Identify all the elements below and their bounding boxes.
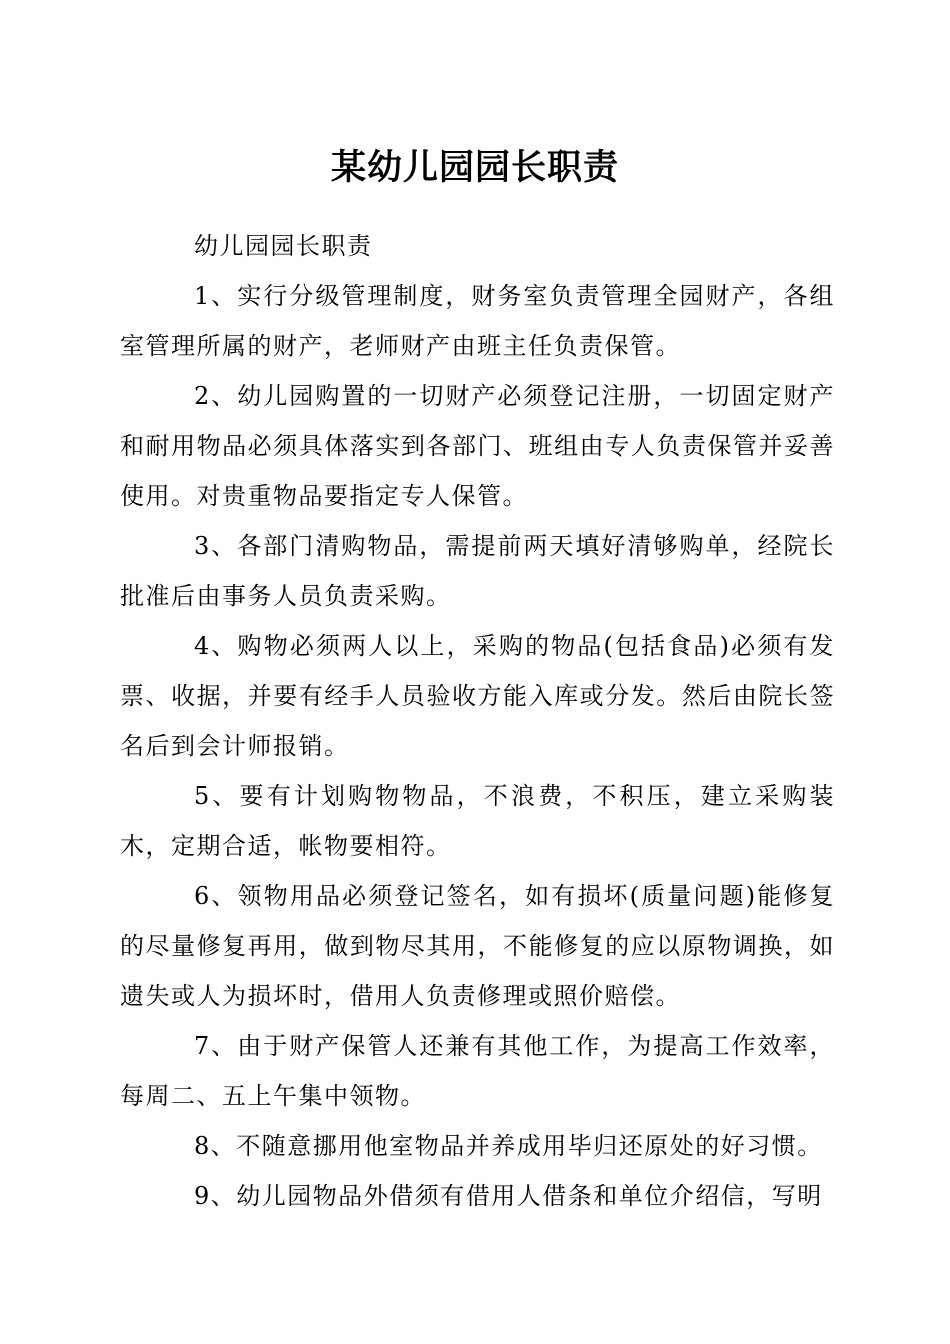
paragraph-2: 2、幼儿园购置的一切财产必须登记注册，一切固定财产和耐用物品必须具体落实到各部门、班组由专人负责保管并妥善使用。对贵重物品要指定专人保管。 — [120, 382, 835, 510]
paragraph-1: 1、实行分级管理制度，财务室负责管理全园财产，各组室管理所属的财产，老师财产由班主任负责保管。 — [120, 282, 835, 360]
document-body — [120, 221, 835, 1221]
paragraph-3: 3、各部门清购物品，需提前两天填好清够购单，经院长批准后由事务人员负责采购。 — [120, 532, 835, 610]
paragraph-8: 8、不随意挪用他室物品并养成用毕归还原处的好习惯。 — [194, 1132, 823, 1160]
paragraph-5: 5、要有计划购物物品，不浪费，不积压，建立采购装木，定期合适，帐物要相符。 — [120, 782, 835, 860]
document-subtitle: 幼儿园园长职责 — [194, 232, 373, 260]
paragraph-7: 7、由于财产保管人还兼有其他工作，为提高工作效率，每周二、五上午集中领物。 — [120, 1032, 835, 1110]
paragraph-9: 9、幼儿园物品外借须有借用人借条和单位介绍信，写明 — [194, 1182, 823, 1210]
paragraph-4: 4、购物必须两人以上，采购的物品(包括食品)必须有发票、收据，并要有经手人员验收方能入库或分发。然后由院长签名后到会计师报销。 — [120, 632, 835, 760]
document-title: 某幼儿园园长职责 — [330, 147, 619, 188]
paragraph-6: 6、领物用品必须登记签名，如有损坏(质量问题)能修复的尽量修复再用，做到物尽其用，不能修复的应以原物调换，如遗失或人为损坏时，借用人负责修理或照价赔偿。 — [120, 882, 835, 1010]
